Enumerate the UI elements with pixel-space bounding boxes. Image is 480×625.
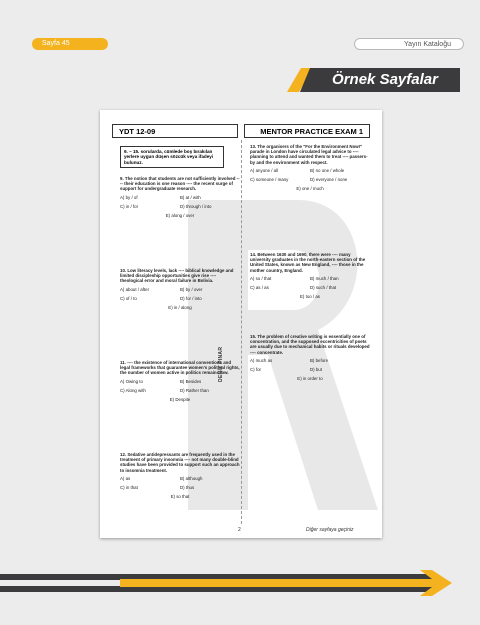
sample-exam-page	[100, 110, 382, 538]
option-e: E) Despite	[169, 397, 191, 403]
option-a: A) about / after	[120, 286, 150, 292]
author-vertical-label: DENİZ PINAR	[218, 346, 224, 382]
option-a: A) as	[120, 475, 131, 481]
page-label: Sayfa 45	[42, 40, 70, 47]
question-stem: 12. Sedative antidepressants are frequently used in the treatment of primary insomnia ---- not many double-blind studies have been provided to support such an approach to insomnia treatment.	[120, 452, 240, 473]
catalog-label: Yayın Kataloğu	[404, 41, 451, 48]
question-9	[120, 176, 240, 218]
option-e: E) too / as	[299, 294, 320, 300]
option-c: C) as / as	[250, 285, 269, 291]
question-stem: 10. Low literacy levels, lack ---- biblical knowledge and limited discipleship opportunities give rise ---- theological error and moral failure in Bolivia.	[120, 268, 234, 284]
option-b: B) before	[310, 357, 329, 363]
option-a: A) much as	[250, 357, 273, 363]
option-e: E) in / along	[168, 305, 192, 311]
question-12	[120, 452, 240, 499]
option-d: D) everyone / none	[310, 177, 348, 183]
exam-title-header: MENTOR PRACTICE EXAM 1	[244, 124, 370, 138]
option-a: A) anyone / all	[250, 167, 279, 173]
top-bar	[0, 0, 480, 30]
question-stem: 13. The organisers of the "For the Environment Now!" parade in London have circulated legal advice to ---- planning to attend and wanted them to treat ---- passers-by and the environment with respect.	[250, 144, 368, 165]
option-d: D) but	[310, 367, 322, 373]
next-page-note: Diğer sayfaya geçiniz	[306, 527, 354, 533]
catalog-label-box	[354, 38, 464, 50]
option-a: A) by / of	[120, 194, 138, 200]
option-c: C) for	[250, 367, 261, 373]
instruction-box: 9. – 15. sorularda, cümlede boş bırakılan yerlere uygun düşen sözcük veya ifadeyi bulunuz.	[120, 146, 224, 168]
option-d: D) thus	[180, 485, 195, 491]
footer-arrow-yellow	[120, 570, 452, 596]
option-d: D) for / into	[180, 295, 202, 301]
option-b: B) much / than	[310, 275, 339, 281]
question-10	[120, 268, 240, 310]
option-c: C) someone / many	[250, 177, 289, 183]
option-d: D) through / into	[180, 203, 212, 209]
page-label-pill	[32, 38, 108, 50]
option-b: B) Besides	[180, 378, 202, 384]
option-e: E) one / much	[296, 186, 324, 192]
question-14	[250, 252, 370, 299]
option-e: E) in order to	[297, 376, 323, 382]
option-b: B) by / over	[180, 286, 203, 292]
option-b: B) no one / whole	[310, 167, 345, 173]
option-c: C) in that	[120, 485, 138, 491]
section-banner-title: Örnek Sayfalar	[332, 71, 438, 88]
option-e: E) along / over	[165, 213, 195, 219]
option-c: C) of / to	[120, 295, 137, 301]
question-stem: 14. Between 1630 and 1690, there were ---- many university graduates in the north-eastern section of the United States, known as New England, ---- those in the mother country, England.	[250, 252, 366, 273]
question-stem: 9. The notion that students are not sufficiently involved ---- their education is one reason ---- the recent surge of support for undergraduate research.	[120, 176, 240, 192]
exam-code-header: YDT 12-09	[112, 124, 238, 138]
question-15	[250, 334, 370, 381]
option-a: A) so / that	[250, 275, 272, 281]
option-b: B) at / with	[180, 194, 201, 200]
option-e: E) so that	[170, 494, 190, 500]
option-b: B) although	[180, 475, 203, 481]
option-d: D) Rather than	[180, 387, 209, 393]
option-c: C) Along with	[120, 387, 146, 393]
column-divider	[241, 140, 242, 524]
option-d: D) such / that	[310, 285, 337, 291]
question-stem: 15. The problem of creative writing is essentially one of concentration, and the supposed eccentricities of poets are usually due to mechanical habits or rituals developed ---- concentrate.	[250, 334, 370, 355]
question-13	[250, 144, 370, 191]
page-number: 2	[238, 527, 241, 533]
question-stem: 11. ---- the existence of international conventions and legal frameworks that guarantee women's political rights, the number of women active in politics remains low.	[120, 360, 240, 376]
option-a: A) Owing to	[120, 378, 143, 384]
option-c: C) in / for	[120, 203, 139, 209]
